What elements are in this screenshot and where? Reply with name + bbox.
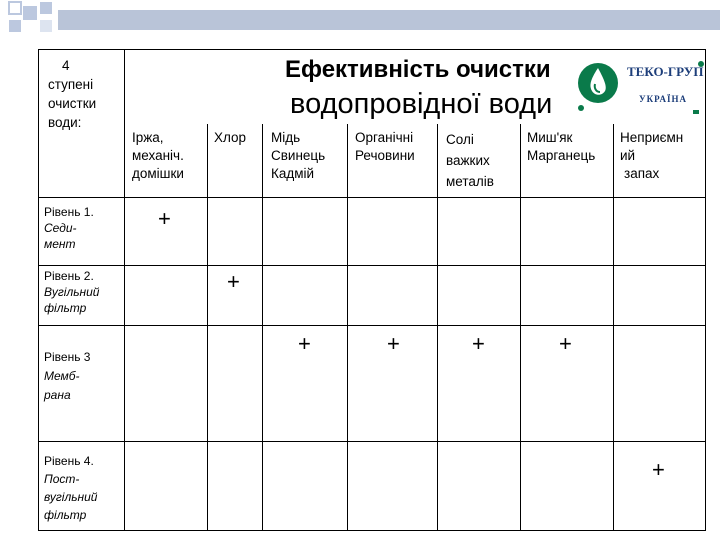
column-header-arsenic: Миш'як Марганець [527,130,596,163]
mark-level4-odor: + [652,457,665,482]
column-header-odor: Неприємн ий запах [620,130,684,181]
mark-level3-organics: + [387,331,400,356]
column-header-salts: Солі важких металів [446,132,494,189]
row-header-level-3: Рівень 3 Мемб- рана [44,350,91,402]
mark-level1-rust: + [158,206,171,231]
column-header-heavy-metals: Мідь Свинець Кадмій [271,130,326,181]
stage-header-line: ступені [48,77,94,92]
logo-brand-text: ТЕКО-ГРУП [627,64,704,79]
mark-level2-chlorine: + [227,269,240,294]
row-header-level-1: Рівень 1. Седи- мент [44,205,94,251]
logo-country-text: УКРАЇНА [639,94,687,104]
stage-header-line: очистки [48,96,97,111]
column-header-organics: Органічні Речовини [355,130,415,163]
page-title-line-2: водопровідної води [290,88,553,120]
page-title-line-1: Ефективність очистки [285,56,551,83]
column-header-rust: Іржа, механіч. домішки [132,130,184,181]
teko-group-logo [575,56,705,116]
column-header-chlorine: Хлор [214,130,247,145]
mark-level3-arsenic: + [559,331,572,356]
mark-level3-salts: + [472,331,485,356]
row-header-level-4: Рівень 4. Пост- вугільний фільтр [44,454,98,522]
mark-level3-heavy-metals: + [298,331,311,356]
stage-header-cell [48,56,96,132]
row-header-level-2: Рівень 2. Вугільний фільтр [44,269,100,315]
stage-number: 4 [62,58,70,73]
stage-header-line: води: [48,115,82,130]
